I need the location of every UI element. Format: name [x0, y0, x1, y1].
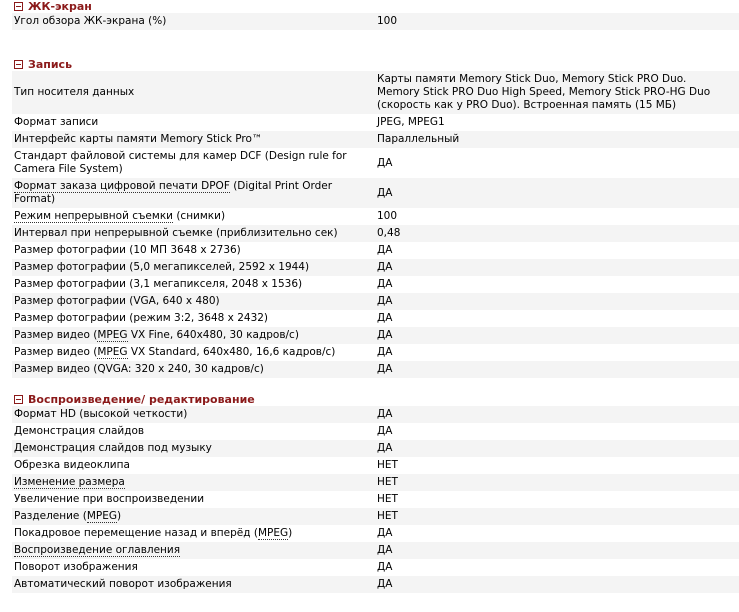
- spec-label-text: Покадровое перемещение назад и вперёд (: [14, 527, 258, 539]
- spec-value: 100: [377, 210, 398, 222]
- spec-value: ДА: [377, 527, 393, 539]
- spec-value: ДА: [377, 363, 393, 375]
- collapse-minus-icon[interactable]: [14, 395, 23, 404]
- spec-label: Размер фотографии (VGA, 640 x 480): [14, 295, 220, 307]
- spec-row: [12, 361, 739, 378]
- spec-label: Поворот изображения: [14, 561, 138, 573]
- spec-row: [12, 13, 739, 30]
- collapse-minus-icon[interactable]: [14, 2, 23, 11]
- spec-value: ДА: [377, 329, 393, 341]
- spec-label-text: Разделение (: [14, 510, 87, 522]
- spec-label-text: VX Standard, 640x480, 16,6 кадров/с): [127, 346, 336, 358]
- spec-value: НЕТ: [377, 510, 398, 522]
- spec-value: ДА: [377, 261, 393, 273]
- collapse-minus-icon[interactable]: [14, 60, 23, 69]
- spec-row: [12, 131, 739, 148]
- spec-row: [12, 310, 739, 327]
- spec-label: [12, 542, 375, 559]
- section-recording: [12, 58, 739, 378]
- spec-label: Тип носителя данных: [14, 86, 135, 98]
- spec-label: Интервал при непрерывной съемке (приблизительно сек): [14, 227, 338, 239]
- glossary-link[interactable]: Изменение размера: [14, 476, 125, 488]
- section-header-lcd[interactable]: [12, 0, 739, 13]
- glossary-link[interactable]: Режим непрерывной съемки: [14, 210, 173, 222]
- spec-value: ДА: [377, 186, 393, 199]
- spec-row: [12, 406, 739, 423]
- spec-row: [12, 71, 739, 114]
- spec-row: [12, 178, 739, 208]
- spec-row: [12, 576, 739, 593]
- glossary-link[interactable]: MPEG: [257, 527, 289, 539]
- spec-row: [12, 491, 739, 508]
- spec-value: ДА: [377, 442, 393, 454]
- spec-label: [12, 474, 375, 491]
- spec-row: [12, 344, 739, 361]
- spec-value: ДА: [377, 295, 393, 307]
- spec-label: Размер фотографии (10 МП 3648 x 2736): [14, 244, 241, 256]
- section-header-playback[interactable]: [12, 393, 739, 406]
- spec-row: [12, 276, 739, 293]
- section-title: ЖК-экран: [28, 0, 92, 13]
- spec-row: [12, 327, 739, 344]
- spec-label: Увеличение при воспроизведении: [14, 493, 205, 505]
- spec-label: Размер фотографии (режим 3:2, 3648 x 2432): [14, 312, 269, 324]
- section-header-recording[interactable]: [12, 58, 739, 71]
- spec-label: Обрезка видеоклипа: [14, 459, 130, 471]
- spec-label: Размер фотографии (3,1 мегапикселя, 2048 x 1536): [14, 278, 303, 290]
- glossary-link[interactable]: MPEG: [86, 510, 117, 522]
- spec-value: ДА: [377, 561, 393, 573]
- section-lcd: [12, 0, 739, 30]
- spec-row: [12, 148, 739, 178]
- spec-value: 0,48: [377, 227, 401, 239]
- spec-value: ДА: [377, 278, 393, 290]
- spec-label: [12, 344, 375, 361]
- spec-row: [12, 457, 739, 474]
- spec-value: 100: [377, 15, 398, 27]
- spec-label: [12, 208, 375, 225]
- spec-value: ДА: [377, 244, 393, 256]
- spec-value: ДА: [377, 156, 393, 169]
- spec-label: [12, 327, 375, 344]
- spec-label-text: (снимки): [172, 210, 226, 222]
- spec-label: [12, 508, 375, 525]
- spec-label: Формат HD (высокой четкости): [14, 408, 188, 420]
- spec-row: [12, 559, 739, 576]
- section-title: Воспроизведение/ редактирование: [28, 393, 255, 406]
- spec-label-text: VX Fine, 640x480, 30 кадров/с): [127, 329, 299, 341]
- spec-row: [12, 242, 739, 259]
- spec-value: НЕТ: [377, 493, 398, 505]
- spec-row: [12, 423, 739, 440]
- spec-row: [12, 208, 739, 225]
- spec-label: Интерфейс карты памяти Memory Stick Pro™: [14, 133, 263, 145]
- spec-row: [12, 259, 739, 276]
- glossary-link[interactable]: Формат заказа цифровой печати DPOF: [14, 180, 230, 192]
- spec-label: Угол обзора ЖК-экрана (%): [14, 15, 167, 27]
- spec-value: Параллельный: [377, 133, 460, 145]
- spec-label: [12, 525, 375, 542]
- spec-row: [12, 440, 739, 457]
- spec-label: Размер видео (QVGA: 320 x 240, 30 кадров/с): [14, 363, 264, 375]
- spec-row: [12, 542, 739, 559]
- spec-label: Автоматический поворот изображения: [14, 578, 232, 590]
- glossary-link[interactable]: MPEG: [97, 329, 128, 341]
- spec-row: [12, 225, 739, 242]
- spec-label: Демонстрация слайдов под музыку: [14, 442, 212, 454]
- spec-value: НЕТ: [377, 476, 398, 488]
- spec-row: [12, 508, 739, 525]
- spec-row: [12, 525, 739, 542]
- spec-value: ДА: [377, 408, 393, 420]
- glossary-link[interactable]: Воспроизведение оглавления: [14, 544, 181, 556]
- spec-label-text: Размер видео (: [14, 346, 98, 358]
- spec-row: [12, 114, 739, 131]
- section-playback: [12, 393, 739, 593]
- spec-label: Размер фотографии (5,0 мегапикселей, 2592 x 1944): [14, 261, 310, 273]
- spec-label: Демонстрация слайдов: [14, 425, 145, 437]
- spec-value: ДА: [377, 425, 393, 437]
- spec-value: ДА: [377, 544, 393, 556]
- spec-label: [12, 178, 375, 208]
- spec-label-text: Размер видео (: [14, 329, 98, 341]
- spec-value: Карты памяти Memory Stick Duo, Memory Stick PRO Duo. Memory Stick PRO Duo High Speed, Memory Stick PRO-HG Duo (скорость как у PRO Duo). Встроенная память (15 МБ): [377, 73, 711, 111]
- spec-value: НЕТ: [377, 459, 398, 471]
- spec-label-text: (Digital Print Order Format): [14, 180, 333, 205]
- spec-value: JPEG, MPEG1: [377, 116, 445, 128]
- spec-value: ДА: [377, 312, 393, 324]
- spec-label-text: ): [288, 527, 293, 539]
- spec-value: ДА: [377, 578, 393, 590]
- spec-row: [12, 293, 739, 310]
- spec-row: [12, 474, 739, 491]
- spec-value: ДА: [377, 346, 393, 358]
- section-title: Запись: [28, 58, 73, 71]
- spec-label: Стандарт файловой системы для камер DCF (Design rule for Camera File System): [14, 150, 347, 175]
- glossary-link[interactable]: MPEG: [97, 346, 128, 358]
- spec-label: Формат записи: [14, 116, 99, 128]
- spec-label-text: ): [117, 510, 122, 522]
